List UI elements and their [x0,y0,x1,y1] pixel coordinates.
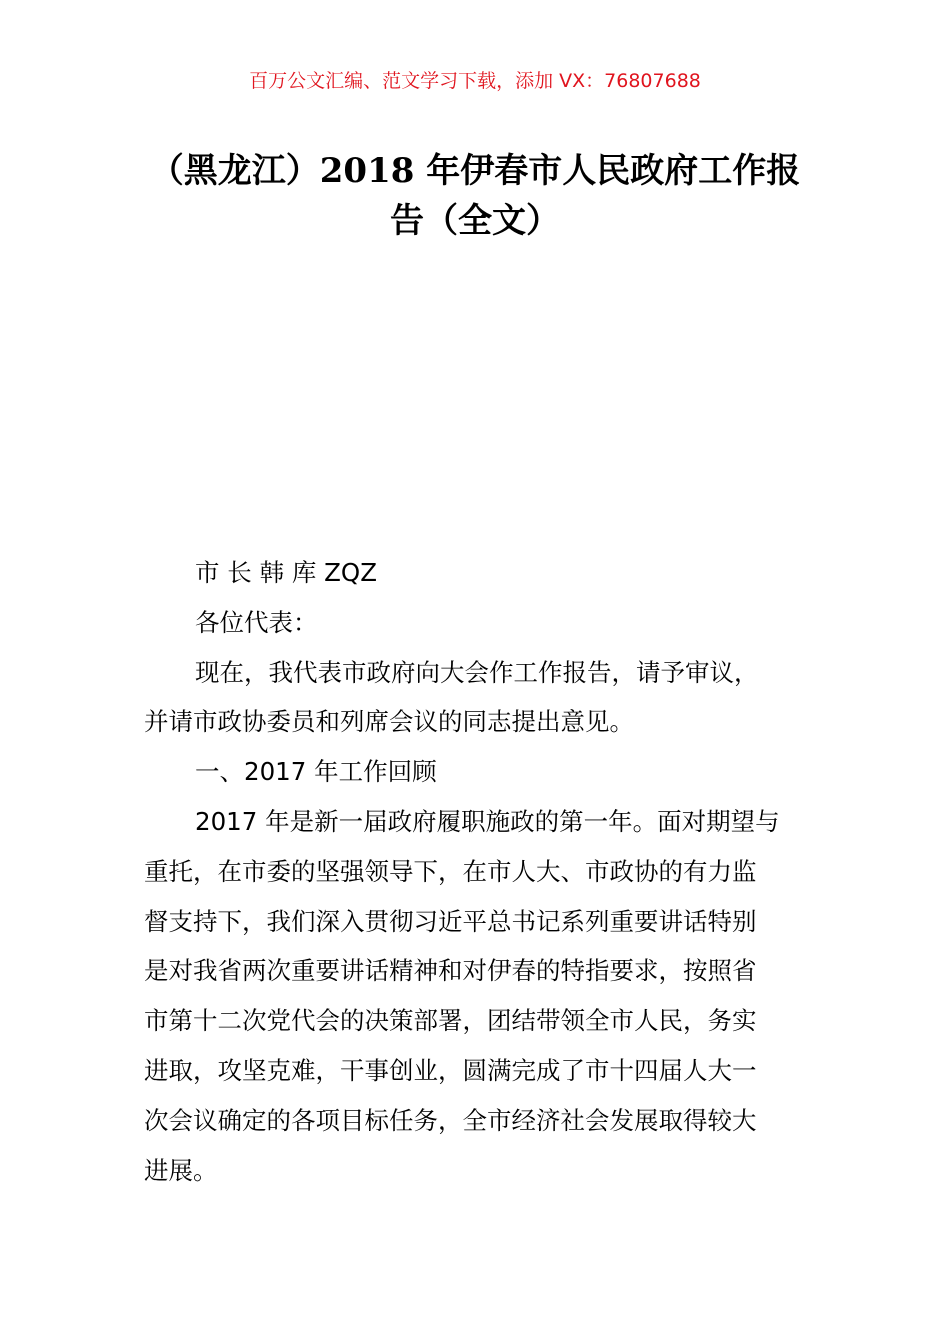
body-text-line: 市 长 韩 库 ZQZ [195,558,378,587]
body-text-line: 2017 年是新一届政府履职施政的第一年。面对期望与 [195,806,780,836]
document-body [144,548,814,1195]
body-text-line: 市第十二次党代会的决策部署，团结带领全市人民，务实 [144,1006,757,1036]
document-title-line-2: 告（全文） [390,201,560,241]
document-title-line-1: （黑龙江）2018 年伊春市人民政府工作报 [149,151,801,191]
body-text-line: 是对我省两次重要讲话精神和对伊春的特指要求，按照省 [144,956,757,986]
body-text-line: 各位代表： [195,607,318,637]
body-text-line: 重托，在市委的坚强领导下，在市人大、市政协的有力监 [144,856,757,886]
body-text-line: 进展。 [144,1155,218,1185]
body-text-line: 现在，我代表市政府向大会作工作报告，请予审议， [195,657,759,687]
body-text-line: 并请市政协委员和列席会议的同志提出意见。 [144,707,634,737]
body-text-line: 一、2017 年工作回顾 [195,757,437,787]
body-text-line: 进取，攻坚克难，干事创业，圆满完成了市十四届人大一 [144,1055,757,1085]
watermark-header: 百万公文汇编、范文学习下载，添加 VX：76807688 [249,70,701,92]
body-text-line: 次会议确定的各项目标任务，全市经济社会发展取得较大 [144,1105,757,1135]
body-text-line: 督支持下，我们深入贯彻习近平总书记系列重要讲话特别 [144,906,757,936]
